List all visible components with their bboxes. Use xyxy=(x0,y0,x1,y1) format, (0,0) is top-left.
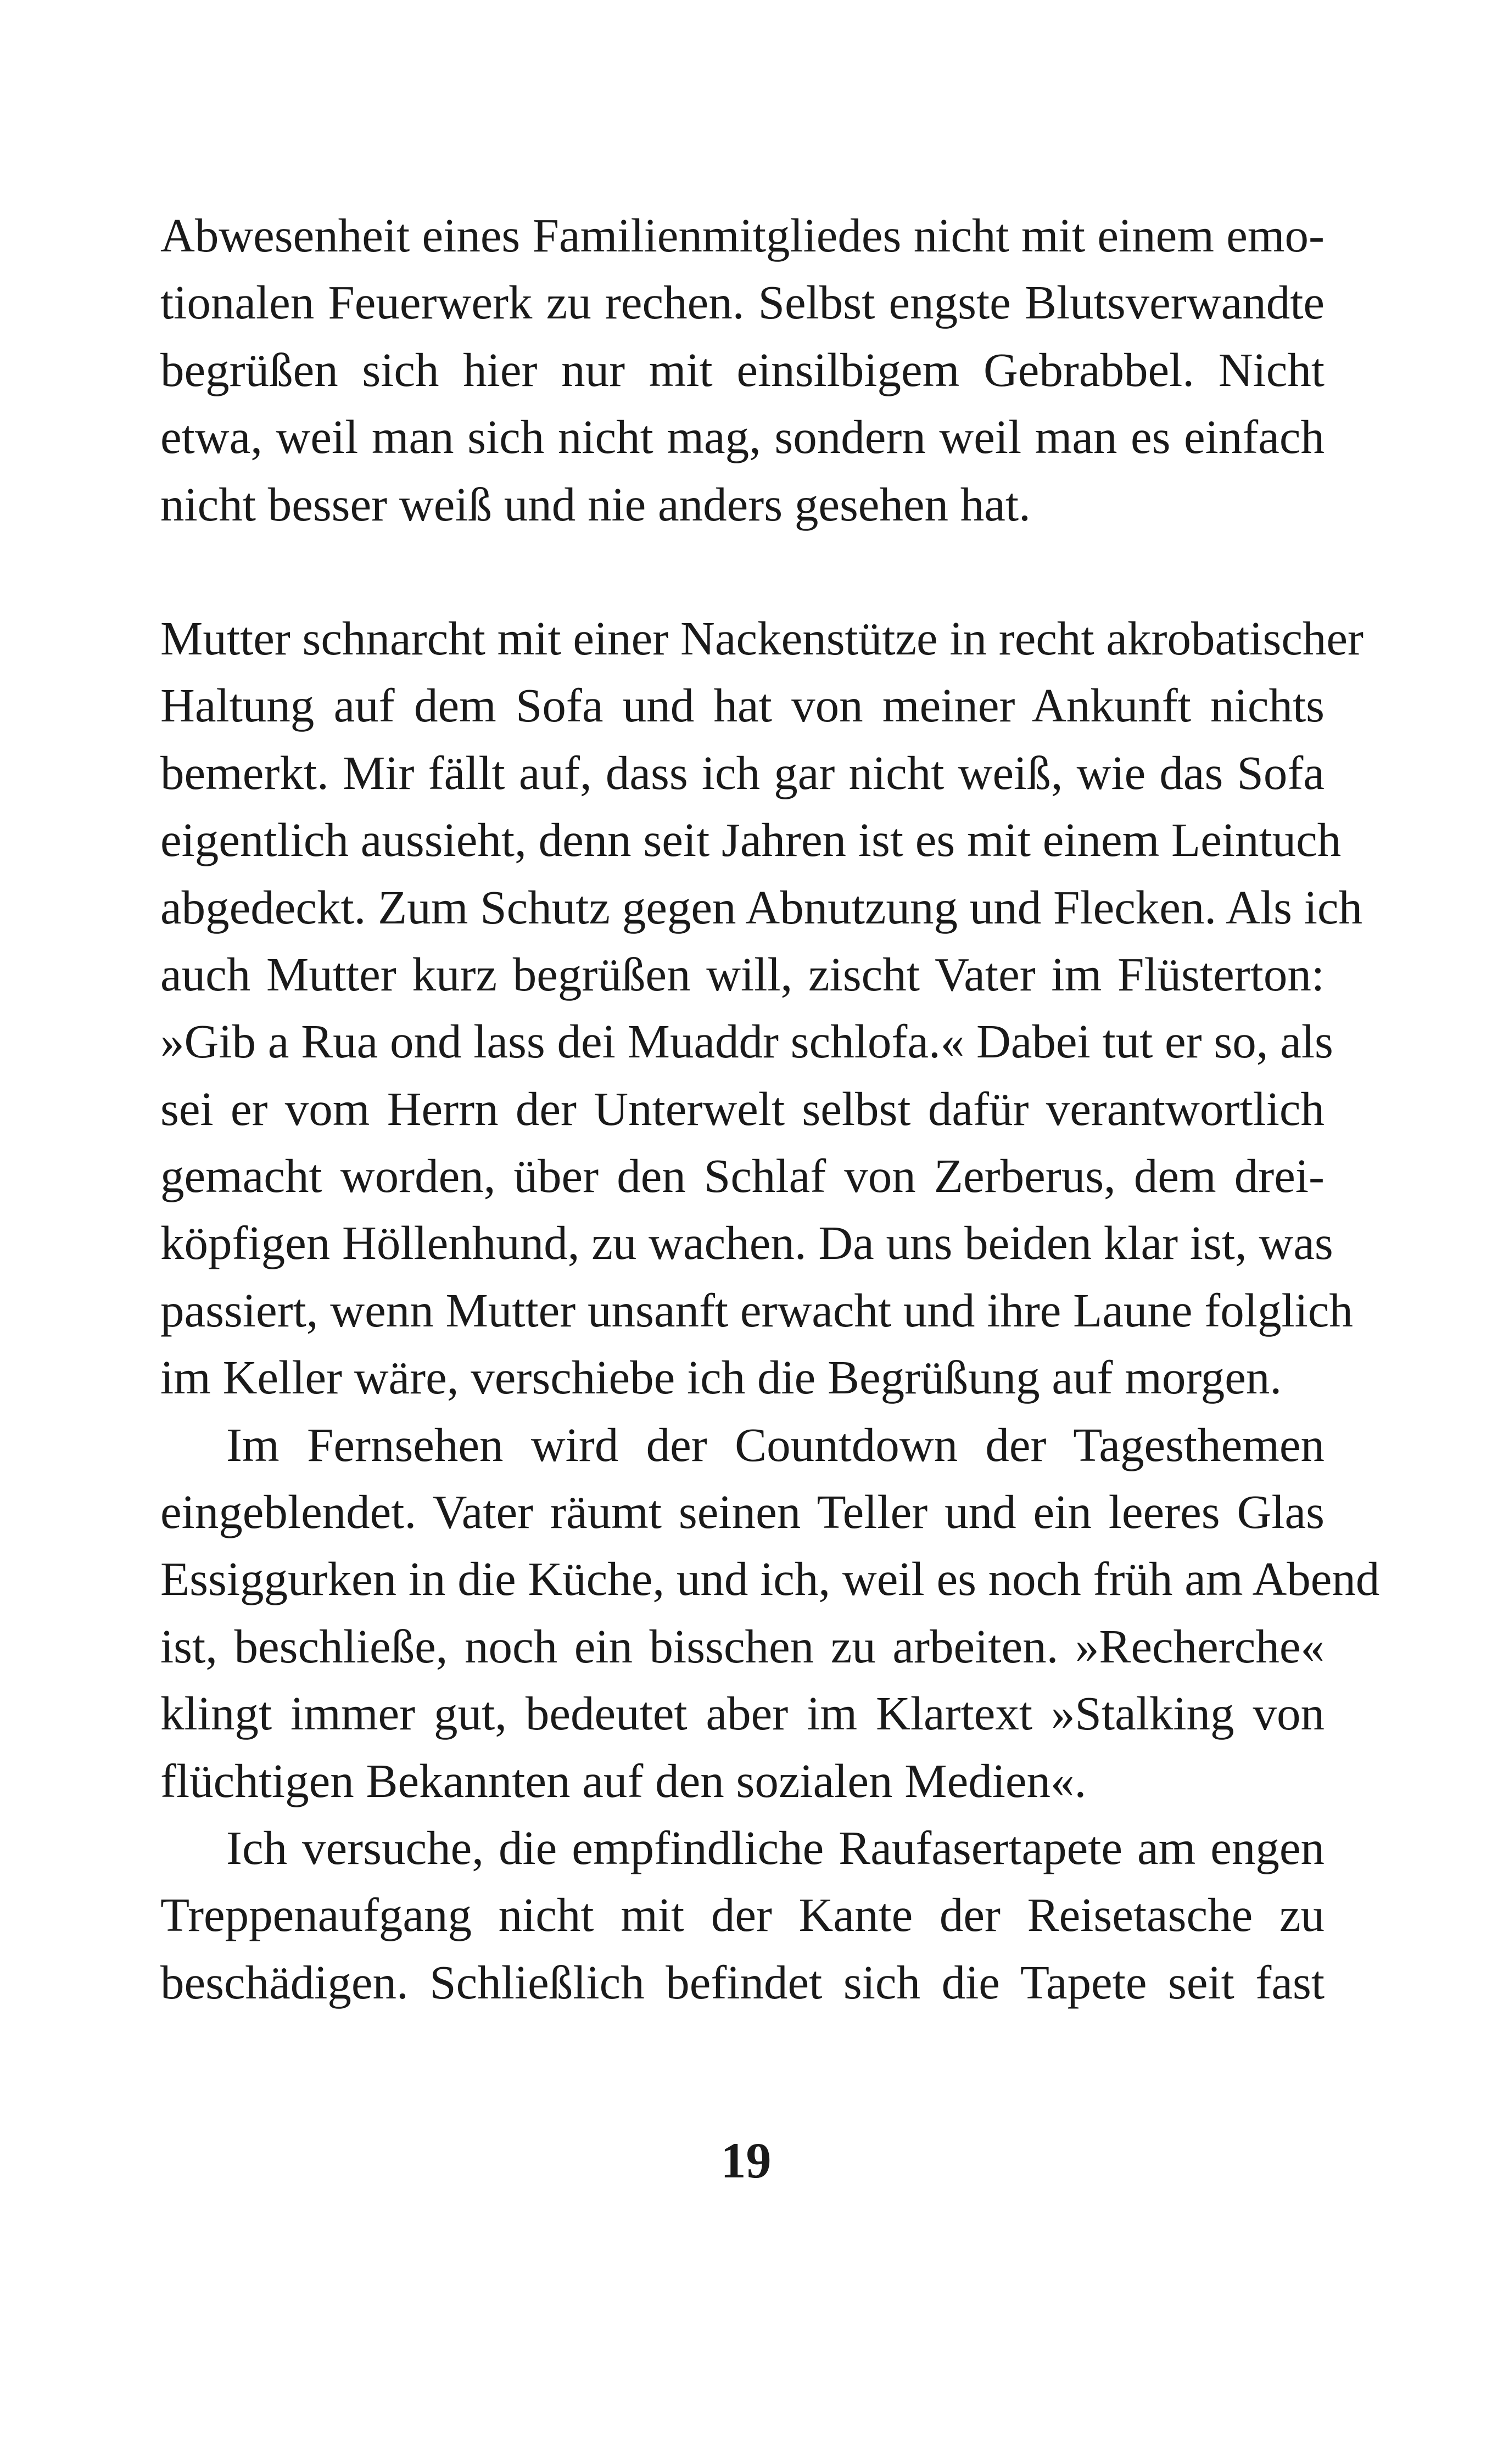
paragraph xyxy=(160,1412,1380,1815)
text-line: im Keller wäre, verschiebe ich die Begrüßung auf morgen. xyxy=(160,1351,1282,1404)
text-line: ist, beschließe, noch ein bisschen zu arbeiten. »Recherche« xyxy=(160,1619,1325,1673)
text-line: Im Fernsehen wird der Countdown der Tagesthemen xyxy=(226,1418,1325,1471)
text-line: klingt immer gut, bedeutet aber im Klartext »Stalking von xyxy=(160,1687,1325,1740)
text-line: köpfigen Höllenhund, zu wachen. Da uns beiden klar ist, was xyxy=(160,1216,1333,1270)
text-line: sei er vom Herrn der Unterwelt selbst dafür verantwortlich xyxy=(160,1082,1325,1135)
paragraph xyxy=(160,202,1325,538)
text-line: nicht besser weiß und nie anders gesehen hat. xyxy=(160,477,1031,531)
page-number: 19 xyxy=(720,2132,772,2188)
text-line: abgedeckt. Zum Schutz gegen Abnutzung und Flecken. Als ich xyxy=(160,880,1363,934)
text-line: etwa, weil man sich nicht mag, sondern weil man es einfach xyxy=(160,410,1325,464)
text-line: »Gib a Rua ond lass dei Muaddr schlofa.« Dabei tut er so, als xyxy=(160,1015,1333,1068)
text-line: Mutter schnarcht mit einer Nackenstütze in recht akrobatischer xyxy=(160,611,1364,665)
page-body xyxy=(160,202,1380,2016)
text-line: Essiggurken in die Küche, und ich, weil es noch früh am Abend xyxy=(160,1552,1380,1606)
text-line: Abwesenheit eines Familienmitgliedes nicht mit einem emo- xyxy=(160,209,1325,262)
text-line: flüchtigen Bekannten auf den sozialen Medien«. xyxy=(160,1754,1087,1807)
text-line: Haltung auf dem Sofa und hat von meiner Ankunft nichts xyxy=(160,679,1325,732)
paragraph-gap xyxy=(160,538,1325,605)
text-line: begrüßen sich hier nur mit einsilbigem Gebrabbel. Nicht xyxy=(160,343,1325,396)
text-line: passiert, wenn Mutter unsanft erwacht und ihre Laune folglich xyxy=(160,1283,1353,1337)
text-line: Treppenaufgang nicht mit der Kante der Reisetasche zu xyxy=(160,1888,1325,1942)
text-line: eigentlich aussieht, denn seit Jahren ist es mit einem Leintuch xyxy=(160,813,1342,867)
text-line: gemacht worden, über den Schlaf von Zerberus, dem drei- xyxy=(160,1149,1325,1203)
text-line: tionalen Feuerwerk zu rechen. Selbst engste Blutsverwandte xyxy=(160,276,1325,329)
text-line: auch Mutter kurz begrüßen will, zischt Vater im Flüsterton: xyxy=(160,947,1325,1001)
text-line: Ich versuche, die empfindliche Raufasertapete am engen xyxy=(226,1821,1325,1874)
text-line: beschädigen. Schließlich befindet sich die Tapete seit fast xyxy=(160,1955,1325,2009)
text-line: bemerkt. Mir fällt auf, dass ich gar nicht weiß, wie das Sofa xyxy=(160,746,1325,799)
paragraph xyxy=(160,1815,1325,2016)
text-line: eingeblendet. Vater räumt seinen Teller und ein leeres Glas xyxy=(160,1485,1325,1539)
paragraph xyxy=(160,605,1364,1412)
